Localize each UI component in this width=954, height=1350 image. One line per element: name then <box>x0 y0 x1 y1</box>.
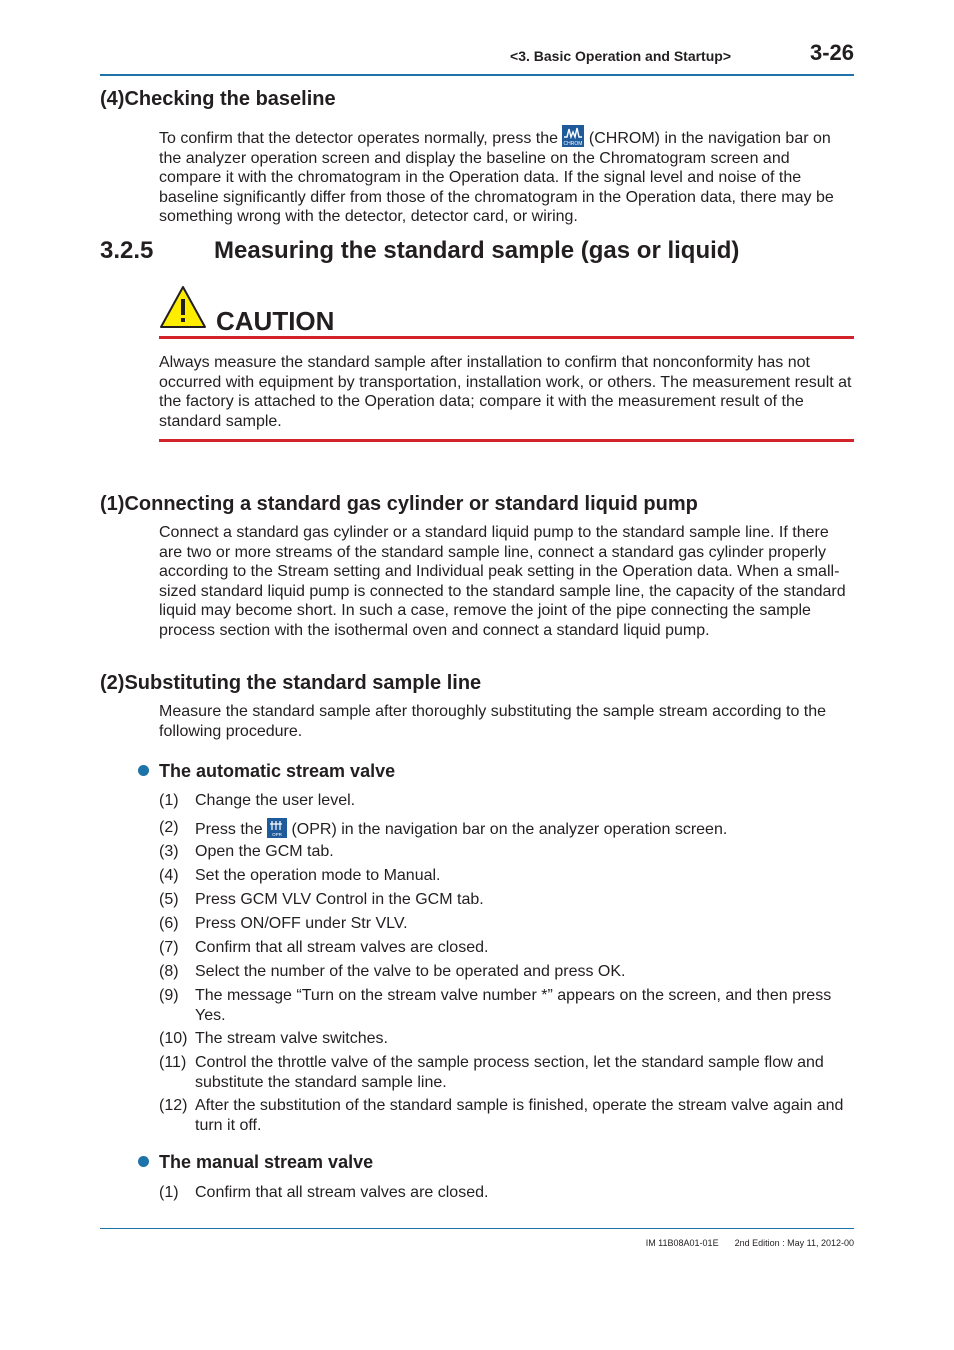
warning-triangle-icon <box>159 285 207 334</box>
step-text <box>195 818 854 840</box>
auto-step-11 <box>159 1053 854 1092</box>
automatic-valve-heading <box>138 761 395 782</box>
auto-step-9 <box>159 986 854 1025</box>
auto-step-8 <box>159 962 854 982</box>
auto-step-4 <box>159 866 854 886</box>
auto-step-1 <box>159 791 854 811</box>
caution-text: Always measure the standard sample after installation to confirm that nonconformity has not occurred with equipment by transportation, installation work, or others. The measurement result at the factory is attached to the Operation data; compare it with the measurement result of the standard sample. <box>159 354 852 430</box>
auto-step-12 <box>159 1096 854 1135</box>
automatic-valve-heading-text: The automatic stream valve <box>159 761 396 781</box>
footer-divider <box>100 1228 854 1229</box>
auto-step-10 <box>159 1029 854 1049</box>
step-text-before-icon: Press the <box>195 821 268 838</box>
manual-valve-heading <box>138 1152 373 1173</box>
section-heading <box>100 237 739 265</box>
page-number: 3-26 <box>810 40 855 65</box>
section-number: 3.2.5 <box>100 237 154 264</box>
section-4-paragraph <box>159 125 854 227</box>
auto-step-5 <box>159 890 854 910</box>
section-2-heading: (2)Substituting the standard sample line <box>100 672 482 694</box>
section-4-text-after: (CHROM) in the navigation bar on the analyzer operation screen and display the baseline on the Chromatogram screen and compare it with the chromatogram in the Operation data. If the signal level and noise of the baseline significantly differ from those of the chromatogram in the Operation data, there may be something wrong with the detector, detector card, or wiring. <box>159 130 834 225</box>
chapter-title: <3. Basic Operation and Startup> <box>510 48 731 64</box>
step-number: (2) <box>159 819 179 836</box>
step-number: (1) <box>159 1184 179 1201</box>
step-text: Change the user level. <box>195 792 356 809</box>
caution-bottom-rule <box>159 439 854 442</box>
footer <box>640 1238 854 1248</box>
footer-edition: 2nd Edition : May 11, 2012-00 <box>734 1238 854 1248</box>
manual-valve-heading-text: The manual stream valve <box>159 1152 374 1172</box>
step-text: Confirm that all stream valves are closed. <box>195 1184 489 1201</box>
step-text: Press ON/OFF under Str VLV. <box>195 915 408 932</box>
step-text-after-icon: (OPR) in the navigation bar on the analyzer operation screen. <box>287 821 728 838</box>
opr-icon <box>267 818 287 838</box>
section-4-text-before: To confirm that the detector operates normally, press the <box>159 130 563 147</box>
step-number: (8) <box>159 963 179 980</box>
step-number: (11) <box>159 1054 187 1071</box>
step-number: (10) <box>159 1030 188 1047</box>
section-2-text: Measure the standard sample after thoroughly substituting the sample stream according to the following procedure. <box>159 703 827 740</box>
header-divider <box>100 74 854 76</box>
section-1-heading: (1)Connecting a standard gas cylinder or standard liquid pump <box>100 493 698 515</box>
step-number: (5) <box>159 891 179 908</box>
step-text: After the substitution of the standard sample is finished, operate the stream valve again and turn it off. <box>195 1097 844 1134</box>
step-text: Confirm that all stream valves are closed. <box>195 939 489 956</box>
step-number: (7) <box>159 939 179 956</box>
auto-step-3 <box>159 842 854 862</box>
section-4-heading: (4)Checking the baseline <box>100 88 336 110</box>
chrom-icon-label: CHROM <box>564 141 583 147</box>
manual-step-1 <box>159 1183 854 1203</box>
step-text: Select the number of the valve to be operated and press OK. <box>195 963 626 980</box>
step-number: (12) <box>159 1097 188 1114</box>
caution-top-rule <box>159 336 854 339</box>
step-text: The message “Turn on the stream valve number *” appears on the screen, and then press Yes. <box>195 987 832 1024</box>
section-1-text: Connect a standard gas cylinder or a standard liquid pump to the standard sample line. If there are two or more streams of the standard sample line, connect a standard gas cylinder properly according to the Stream setting and Individual peak setting in the Operation data. When a small-sized standard liquid pump is connected to the standard sample line, the capacity of the standard liquid may become short. In such a case, remove the joint of the pipe connecting the sample process section with the isothermal oven and connect a standard liquid pump. <box>159 524 846 639</box>
bullet-dot-icon <box>138 1156 149 1167</box>
opr-icon-label: OPR <box>272 832 282 837</box>
step-number: (1) <box>159 792 179 809</box>
auto-step-7 <box>159 938 854 958</box>
footer-doc-id: IM 11B08A01-01E <box>645 1238 719 1248</box>
step-number: (9) <box>159 987 179 1004</box>
step-text: Control the throttle valve of the sample process section, let the standard sample flow and substitute the standard sample line. <box>195 1054 824 1091</box>
step-text: The stream valve switches. <box>195 1030 388 1047</box>
step-text: Set the operation mode to Manual. <box>195 867 441 884</box>
auto-step-2 <box>159 818 854 840</box>
chrom-icon <box>562 125 584 147</box>
step-number: (4) <box>159 867 179 884</box>
bullet-dot-icon <box>138 765 149 776</box>
caution-title: CAUTION <box>216 306 335 336</box>
step-number: (3) <box>159 843 179 860</box>
step-text: Press GCM VLV Control in the GCM tab. <box>195 891 484 908</box>
auto-step-6 <box>159 914 854 934</box>
step-text: Open the GCM tab. <box>195 843 334 860</box>
section-title: Measuring the standard sample (gas or liquid) <box>214 237 740 264</box>
step-number: (6) <box>159 915 179 932</box>
